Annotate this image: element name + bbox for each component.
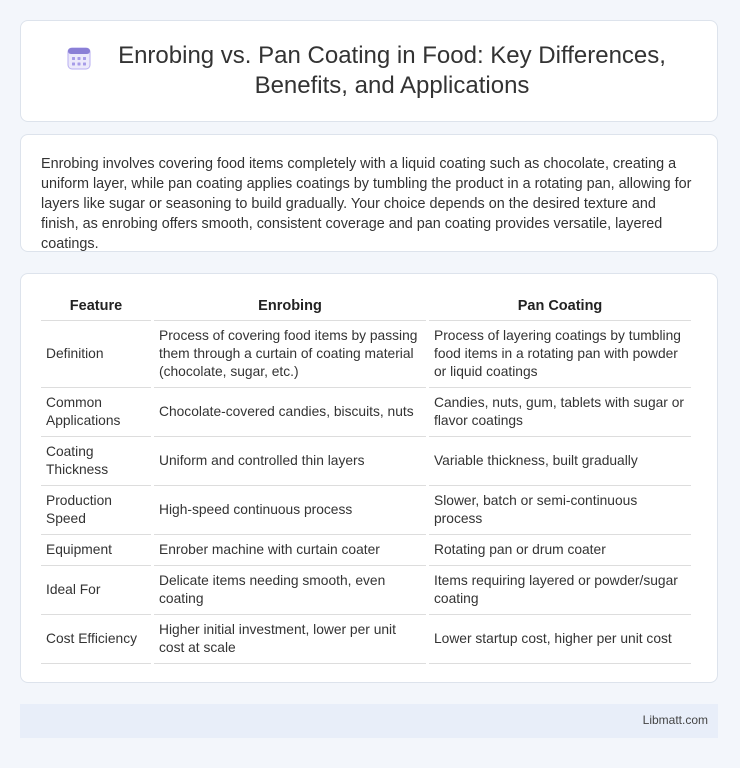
table-row: [41, 566, 691, 615]
column-header-feature: Feature: [41, 292, 151, 321]
enrobing-cell: Chocolate-covered candies, biscuits, nuts: [154, 388, 426, 437]
table-row: [41, 486, 691, 535]
pan-coating-cell: Rotating pan or drum coater: [429, 535, 691, 566]
enrobing-cell: Delicate items needing smooth, even coating: [154, 566, 426, 615]
column-header-pan-coating: Pan Coating: [429, 292, 691, 321]
feature-cell: Production Speed: [41, 486, 151, 535]
comparison-table: [38, 292, 694, 664]
footer-brand: Libmatt.com: [642, 713, 708, 727]
column-header-enrobing: Enrobing: [154, 292, 426, 321]
table-card: [20, 273, 718, 683]
page-title: Enrobing vs. Pan Coating in Food: Key Differences, Benefits, and Applications: [118, 42, 666, 99]
pan-coating-cell: Items requiring layered or powder/sugar coating: [429, 566, 691, 615]
feature-cell: Definition: [41, 321, 151, 388]
feature-cell: Coating Thickness: [41, 437, 151, 486]
footer: [20, 704, 718, 738]
calendar-icon: [66, 45, 92, 71]
table-row: [41, 615, 691, 664]
intro-card: [20, 134, 718, 252]
enrobing-cell: Enrober machine with curtain coater: [154, 535, 426, 566]
table-row: [41, 535, 691, 566]
pan-coating-cell: Lower startup cost, higher per unit cost: [429, 615, 691, 664]
pan-coating-cell: Candies, nuts, gum, tablets with sugar or flavor coatings: [429, 388, 691, 437]
intro-paragraph: Enrobing involves covering food items completely with a liquid coating such as chocolate, creating a uniform layer, while pan coating applies coatings by tumbling the product in a rotating pan, allowing for layers like sugar or seasoning to build gradually. Your choice depends on the desired texture and finish, as enrobing offers smooth, consistent coverage and pan coating provides versatile, layered coatings.: [41, 156, 692, 252]
title-card: [20, 20, 718, 122]
enrobing-cell: High-speed continuous process: [154, 486, 426, 535]
feature-cell: Common Applications: [41, 388, 151, 437]
enrobing-cell: Process of covering food items by passing them through a curtain of coating material (chocolate, sugar, etc.): [154, 321, 426, 388]
feature-cell: Equipment: [41, 535, 151, 566]
feature-cell: Cost Efficiency: [41, 615, 151, 664]
enrobing-cell: Higher initial investment, lower per unit cost at scale: [154, 615, 426, 664]
table-row: [41, 321, 691, 388]
pan-coating-cell: Slower, batch or semi-continuous process: [429, 486, 691, 535]
table-row: [41, 437, 691, 486]
enrobing-cell: Uniform and controlled thin layers: [154, 437, 426, 486]
feature-cell: Ideal For: [41, 566, 151, 615]
table-row: [41, 388, 691, 437]
table-header-row: [41, 292, 691, 321]
pan-coating-cell: Variable thickness, built gradually: [429, 437, 691, 486]
pan-coating-cell: Process of layering coatings by tumbling food items in a rotating pan with powder or liquid coatings: [429, 321, 691, 388]
